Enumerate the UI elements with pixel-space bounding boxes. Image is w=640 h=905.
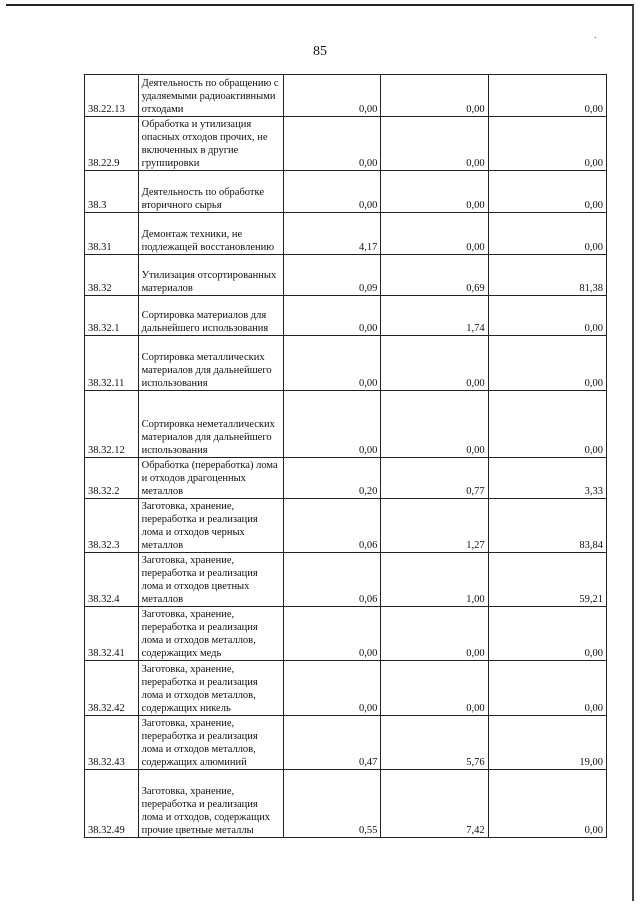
- table-body: [85, 75, 607, 838]
- row-code: 38.32.42: [85, 661, 139, 716]
- row-value-2: 1,00: [381, 553, 488, 607]
- row-value-3: 83,84: [488, 499, 606, 553]
- corner-mark: .: [594, 30, 597, 41]
- table-row: [85, 171, 607, 213]
- table-row: [85, 75, 607, 117]
- row-value-2: 0,00: [381, 391, 488, 458]
- row-value-3: 81,38: [488, 255, 606, 296]
- row-activity-name: Обработка (переработка) лома и отходов драгоценных металлов: [138, 458, 284, 499]
- row-value-1: 0,55: [284, 770, 381, 838]
- row-value-3: 19,00: [488, 716, 606, 770]
- row-code: 38.32.49: [85, 770, 139, 838]
- row-value-3: 0,00: [488, 296, 606, 336]
- row-value-3: 0,00: [488, 607, 606, 661]
- row-value-3: 0,00: [488, 117, 606, 171]
- row-activity-name: Деятельность по обработке вторичного сырья: [138, 171, 284, 213]
- row-code: 38.32.4: [85, 553, 139, 607]
- row-value-1: 0,00: [284, 391, 381, 458]
- row-activity-name: Утилизация отсортированных материалов: [138, 255, 284, 296]
- row-value-2: 0,00: [381, 117, 488, 171]
- table-row: [85, 117, 607, 171]
- row-value-1: 0,20: [284, 458, 381, 499]
- row-code: 38.32.11: [85, 336, 139, 391]
- table-row: [85, 296, 607, 336]
- row-value-2: 0,00: [381, 213, 488, 255]
- row-code: 38.32.2: [85, 458, 139, 499]
- row-value-1: 0,06: [284, 499, 381, 553]
- row-value-1: 0,00: [284, 171, 381, 213]
- row-activity-name: Сортировка материалов для дальнейшего использования: [138, 296, 284, 336]
- row-value-1: 0,00: [284, 607, 381, 661]
- data-table: [84, 74, 607, 838]
- row-value-1: 0,00: [284, 296, 381, 336]
- row-code: 38.32.3: [85, 499, 139, 553]
- row-value-1: 0,00: [284, 117, 381, 171]
- table-row: [85, 336, 607, 391]
- row-value-3: 0,00: [488, 391, 606, 458]
- row-activity-name: Обработка и утилизация опасных отходов прочих, не включенных в другие группировки: [138, 117, 284, 171]
- row-code: 38.32: [85, 255, 139, 296]
- row-value-3: 0,00: [488, 75, 606, 117]
- table-row: [85, 458, 607, 499]
- table-row: [85, 607, 607, 661]
- row-value-1: 0,06: [284, 553, 381, 607]
- row-value-2: 1,27: [381, 499, 488, 553]
- row-activity-name: Демонтаж техники, не подлежащей восстановлению: [138, 213, 284, 255]
- row-code: 38.32.1: [85, 296, 139, 336]
- row-value-1: 0,00: [284, 336, 381, 391]
- table-row: [85, 213, 607, 255]
- row-value-3: 59,21: [488, 553, 606, 607]
- row-activity-name: Деятельность по обращению с удаляемыми радиоактивными отходами: [138, 75, 284, 117]
- row-activity-name: Заготовка, хранение, переработка и реализация лома и отходов металлов, содержащих алюминий: [138, 716, 284, 770]
- table-row: [85, 716, 607, 770]
- row-value-1: 0,00: [284, 75, 381, 117]
- row-value-1: 0,09: [284, 255, 381, 296]
- row-code: 38.32.41: [85, 607, 139, 661]
- row-activity-name: Заготовка, хранение, переработка и реализация лома и отходов металлов, содержащих никель: [138, 661, 284, 716]
- row-code: 38.22.9: [85, 117, 139, 171]
- table-row: [85, 553, 607, 607]
- row-activity-name: Заготовка, хранение, переработка и реализация лома и отходов, содержащих прочие цветные металлы: [138, 770, 284, 838]
- row-value-2: 0,69: [381, 255, 488, 296]
- row-activity-name: Заготовка, хранение, переработка и реализация лома и отходов цветных металлов: [138, 553, 284, 607]
- row-code: 38.3: [85, 171, 139, 213]
- row-value-3: 0,00: [488, 171, 606, 213]
- row-value-2: 5,76: [381, 716, 488, 770]
- row-value-2: 1,74: [381, 296, 488, 336]
- row-value-3: 0,00: [488, 336, 606, 391]
- row-value-2: 0,00: [381, 661, 488, 716]
- row-value-2: 0,00: [381, 75, 488, 117]
- row-value-2: 0,00: [381, 336, 488, 391]
- row-code: 38.31: [85, 213, 139, 255]
- row-activity-name: Сортировка металлических материалов для дальнейшего использования: [138, 336, 284, 391]
- row-value-2: 0,00: [381, 607, 488, 661]
- row-value-3: 3,33: [488, 458, 606, 499]
- row-value-1: 4,17: [284, 213, 381, 255]
- row-activity-name: Сортировка неметаллических материалов для дальнейшего использования: [138, 391, 284, 458]
- row-code: 38.32.43: [85, 716, 139, 770]
- row-code: 38.22.13: [85, 75, 139, 117]
- row-value-3: 0,00: [488, 661, 606, 716]
- table-row: [85, 770, 607, 838]
- row-activity-name: Заготовка, хранение, переработка и реализация лома и отходов черных металлов: [138, 499, 284, 553]
- table-row: [85, 255, 607, 296]
- row-value-1: 0,47: [284, 716, 381, 770]
- row-value-1: 0,00: [284, 661, 381, 716]
- row-value-2: 7,42: [381, 770, 488, 838]
- row-value-2: 0,00: [381, 171, 488, 213]
- row-value-3: 0,00: [488, 213, 606, 255]
- table-row: [85, 661, 607, 716]
- row-code: 38.32.12: [85, 391, 139, 458]
- row-activity-name: Заготовка, хранение, переработка и реализация лома и отходов металлов, содержащих медь: [138, 607, 284, 661]
- row-value-2: 0,77: [381, 458, 488, 499]
- table-row: [85, 499, 607, 553]
- page-number: 85: [313, 44, 327, 59]
- table-row: [85, 391, 607, 458]
- row-value-3: 0,00: [488, 770, 606, 838]
